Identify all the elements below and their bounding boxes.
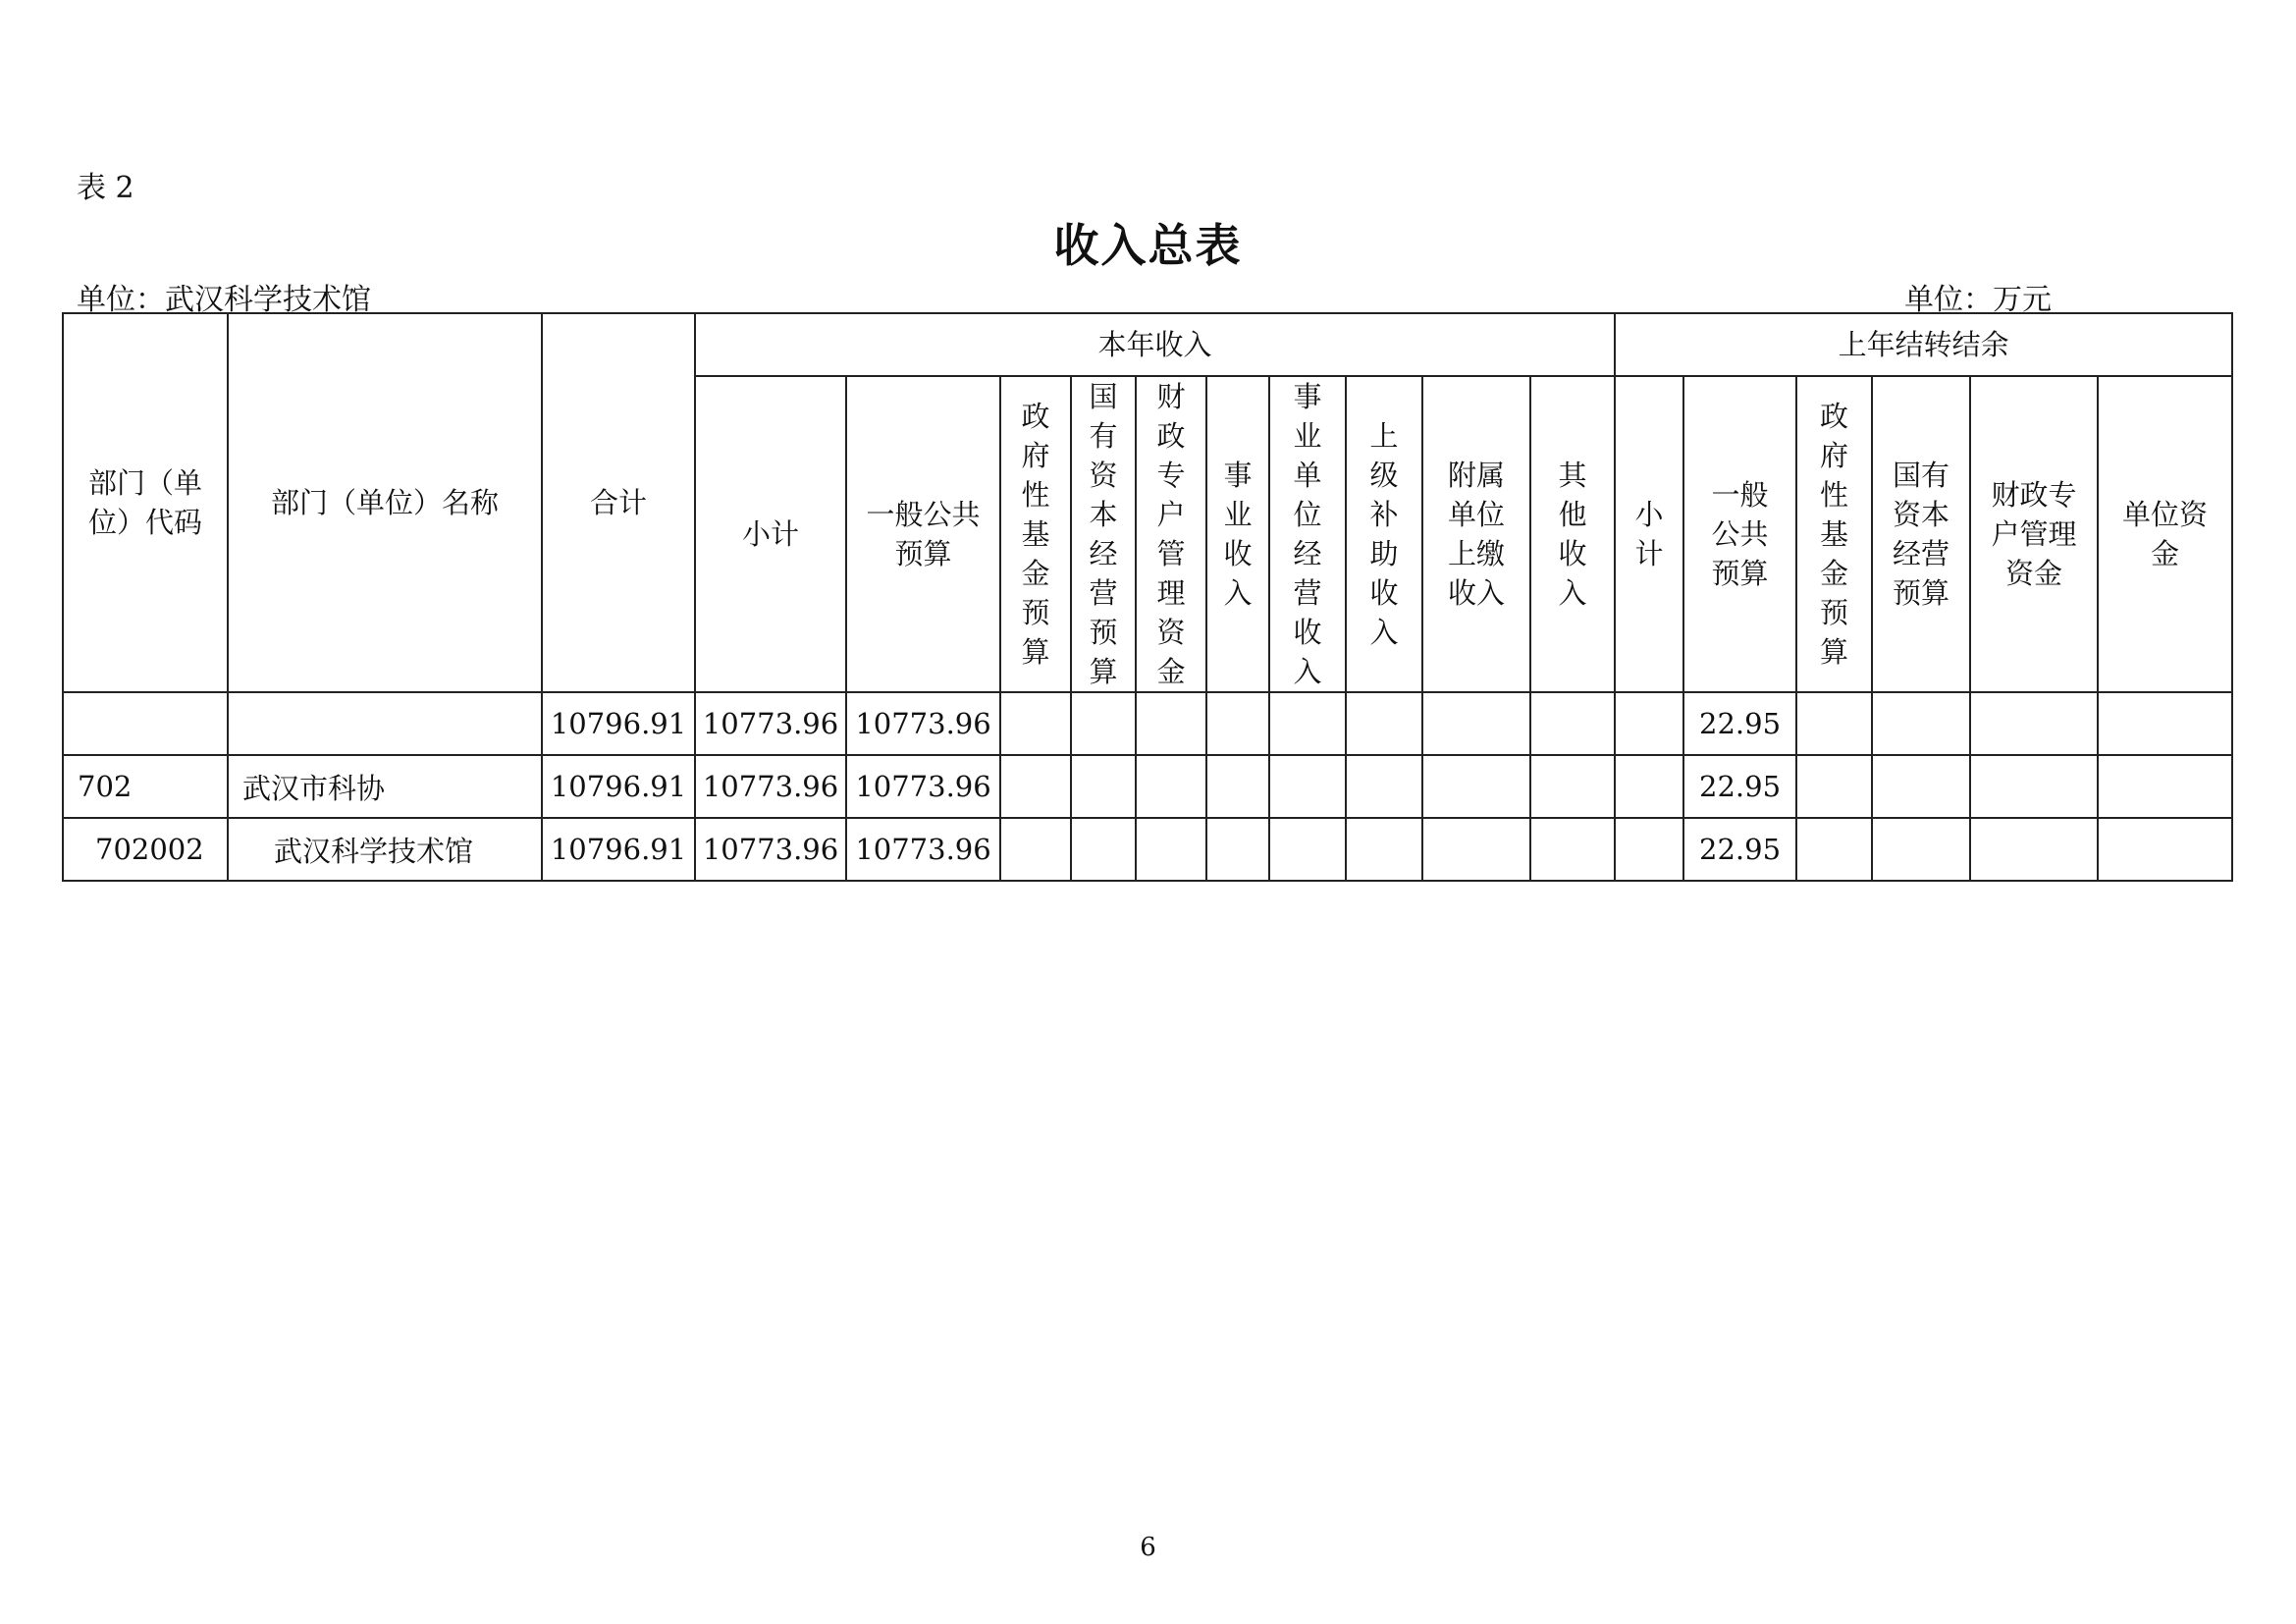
table-label: 表 2 [77, 171, 134, 205]
cell-total: 10796.91 [542, 755, 695, 818]
cell-cy-business [1206, 818, 1269, 881]
cell-total: 10796.91 [542, 692, 695, 755]
header-name: 部门（单位）名称 [228, 313, 542, 692]
header-group-current-year: 本年收入 [695, 313, 1615, 376]
header-py-general: 一般公共预算 [1683, 376, 1796, 692]
table-row-unit [63, 818, 2232, 881]
cell-code: 702002 [63, 818, 228, 881]
header-cy-subsidy: 上级补助收入 [1346, 376, 1422, 692]
cell-py-state-capital [1872, 755, 1970, 818]
header-cy-affiliated: 附属单位上缴收入 [1422, 376, 1530, 692]
cell-cy-general: 10773.96 [846, 755, 1000, 818]
cell-py-gov-fund [1796, 818, 1872, 881]
cell-py-general: 22.95 [1683, 818, 1796, 881]
unit-organization: 单位：武汉科学技术馆 [77, 283, 371, 317]
cell-cy-gov-fund [1000, 692, 1071, 755]
cell-cy-general: 10773.96 [846, 818, 1000, 881]
header-cy-special-account: 财政专户管理资金 [1136, 376, 1206, 692]
cell-cy-subsidy [1346, 692, 1422, 755]
header-cy-other: 其他收入 [1530, 376, 1615, 692]
cell-py-unit-funds [2098, 755, 2232, 818]
cell-cy-operating [1269, 818, 1346, 881]
unit-currency: 单位：万元 [1904, 283, 2052, 317]
cell-cy-special-account [1136, 818, 1206, 881]
cell-cy-special-account [1136, 692, 1206, 755]
cell-cy-operating [1269, 755, 1346, 818]
header-group-prior-year: 上年结转结余 [1615, 313, 2232, 376]
cell-cy-business [1206, 692, 1269, 755]
cell-cy-other [1530, 692, 1615, 755]
cell-total: 10796.91 [542, 818, 695, 881]
cell-cy-gov-fund [1000, 818, 1071, 881]
cell-cy-gov-fund [1000, 755, 1071, 818]
cell-py-general: 22.95 [1683, 755, 1796, 818]
cell-py-general: 22.95 [1683, 692, 1796, 755]
cell-cy-other [1530, 755, 1615, 818]
cell-cy-other [1530, 818, 1615, 881]
cell-py-special-account [1970, 692, 2098, 755]
header-cy-operating: 事业单位经营收入 [1269, 376, 1346, 692]
header-code: 部门（单位）代码 [63, 313, 228, 692]
header-py-special-account: 财政专户管理资金 [1970, 376, 2098, 692]
header-py-gov-fund: 政府性基金预算 [1796, 376, 1872, 692]
page-title: 收入总表 [1053, 219, 1243, 272]
header-py-unit-funds: 单位资金 [2098, 376, 2232, 692]
cell-cy-state-capital [1071, 818, 1136, 881]
cell-py-special-account [1970, 818, 2098, 881]
cell-py-gov-fund [1796, 692, 1872, 755]
header-cy-state-capital: 国有资本经营预算 [1071, 376, 1136, 692]
cell-cy-state-capital [1071, 692, 1136, 755]
page-number: 6 [1140, 1533, 1156, 1562]
cell-cy-special-account [1136, 755, 1206, 818]
cell-cy-affiliated [1422, 692, 1530, 755]
cell-py-gov-fund [1796, 755, 1872, 818]
header-cy-subtotal: 小计 [695, 376, 846, 692]
header-total: 合计 [542, 313, 695, 692]
cell-py-subtotal [1615, 818, 1683, 881]
cell-cy-subtotal: 10773.96 [695, 755, 846, 818]
cell-cy-subsidy [1346, 818, 1422, 881]
header-py-state-capital: 国有资本经营预算 [1872, 376, 1970, 692]
header-cy-general: 一般公共预算 [846, 376, 1000, 692]
cell-name: 武汉科学技术馆 [228, 818, 542, 881]
cell-cy-general: 10773.96 [846, 692, 1000, 755]
cell-code: 702 [63, 755, 228, 818]
table-row-total [63, 692, 2232, 755]
cell-cy-subsidy [1346, 755, 1422, 818]
cell-py-special-account [1970, 755, 2098, 818]
cell-py-subtotal [1615, 755, 1683, 818]
cell-cy-state-capital [1071, 755, 1136, 818]
table-row-department [63, 755, 2232, 818]
cell-cy-operating [1269, 692, 1346, 755]
header-cy-gov-fund: 政府性基金预算 [1000, 376, 1071, 692]
cell-cy-subtotal: 10773.96 [695, 692, 846, 755]
cell-py-state-capital [1872, 692, 1970, 755]
header-py-subtotal: 小计 [1615, 376, 1683, 692]
cell-cy-affiliated [1422, 755, 1530, 818]
cell-name [228, 692, 542, 755]
cell-py-subtotal [1615, 692, 1683, 755]
cell-py-state-capital [1872, 818, 1970, 881]
header-cy-business: 事业收入 [1206, 376, 1269, 692]
cell-code [63, 692, 228, 755]
cell-cy-subtotal: 10773.96 [695, 818, 846, 881]
cell-name: 武汉市科协 [228, 755, 542, 818]
cell-cy-affiliated [1422, 818, 1530, 881]
cell-cy-business [1206, 755, 1269, 818]
income-summary-table [62, 312, 2233, 882]
cell-py-unit-funds [2098, 692, 2232, 755]
cell-py-unit-funds [2098, 818, 2232, 881]
